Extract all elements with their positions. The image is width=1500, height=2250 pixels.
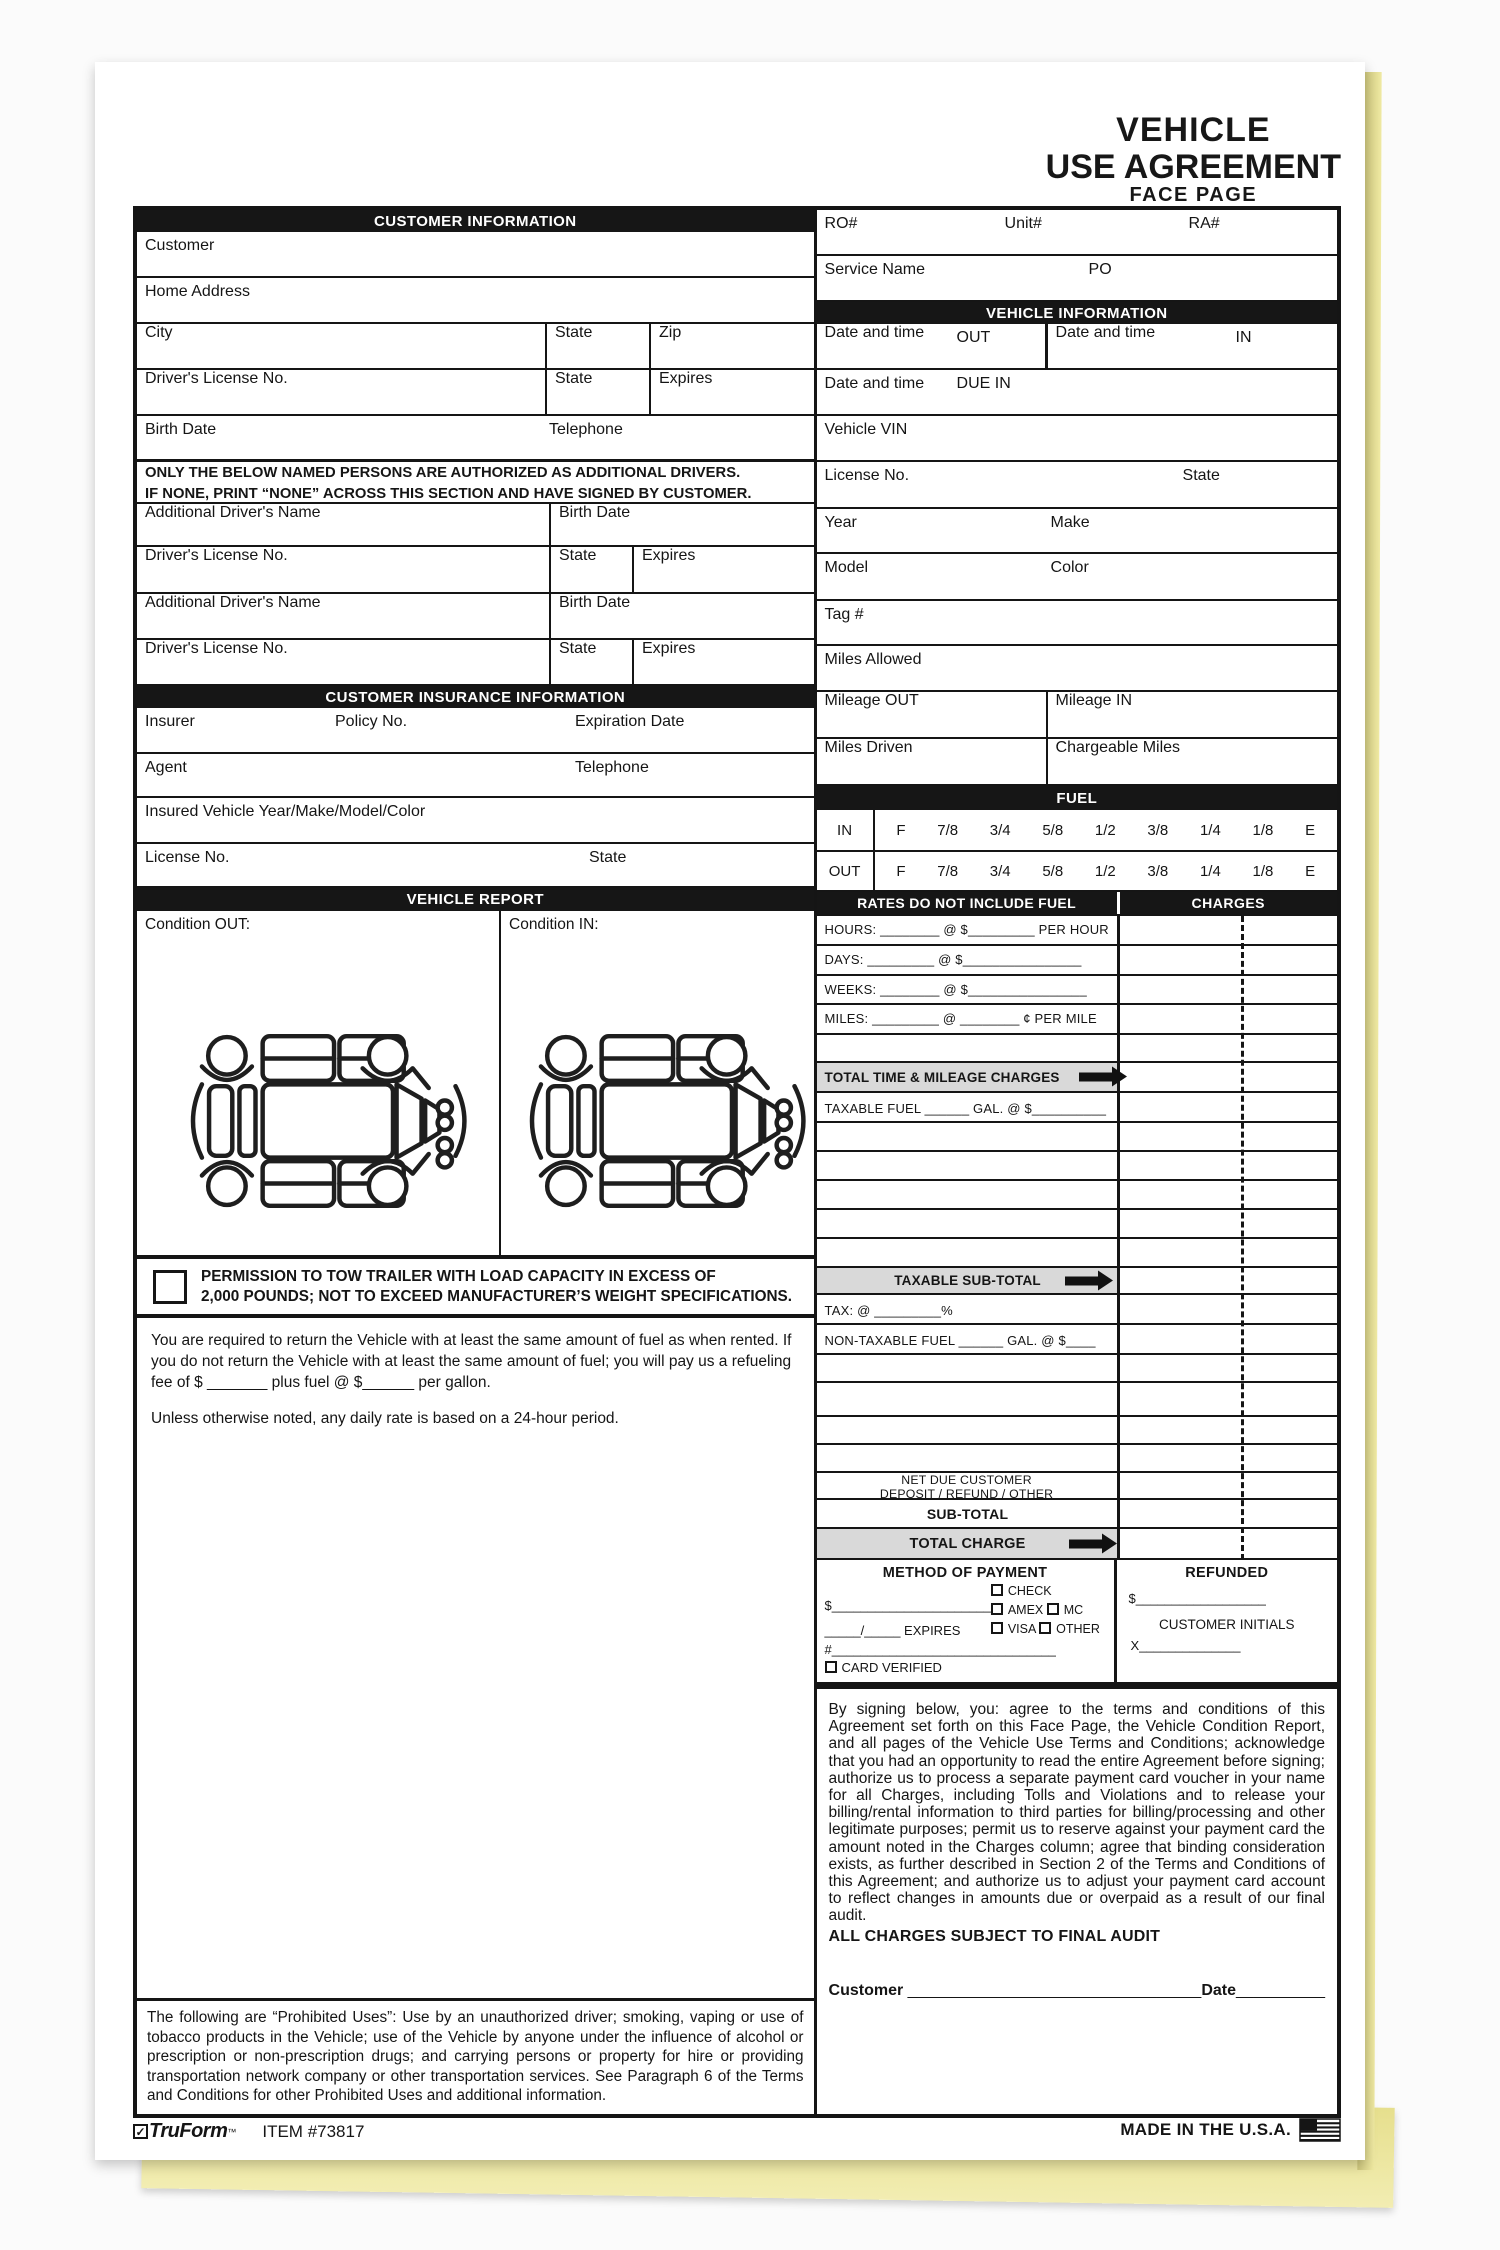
net-due-line2: DEPOSIT / REFUND / OTHER — [879, 1486, 1054, 1501]
form-title — [1046, 112, 1341, 207]
fuel-level: 1/2 — [1094, 862, 1116, 880]
make-label: Make — [1050, 514, 1090, 531]
fuel-in-scale — [875, 810, 1337, 850]
nontaxable-fuel-label[interactable]: NON-TAXABLE FUEL ______ GAL. @ $____ — [824, 1333, 1096, 1348]
additional-driver2-name-field[interactable] — [137, 594, 549, 638]
condition-out-label: Condition OUT: — [145, 916, 251, 933]
blank-charge-cell[interactable] — [1117, 1123, 1337, 1150]
blank-charge-cell[interactable] — [1117, 1355, 1337, 1381]
service-name-po-row[interactable] — [817, 256, 1337, 302]
date-sign-label: Date — [1201, 1981, 1237, 1999]
ro-label: RO# — [824, 215, 858, 232]
hours-charge-cell[interactable] — [1117, 916, 1337, 944]
fuel-level: 5/8 — [1042, 862, 1064, 880]
total-charge-text: TOTAL CHARGE — [909, 1535, 1026, 1552]
refunded-cell — [1117, 1560, 1337, 1682]
tow-line2: 2,000 POUNDS; NOT TO EXCEED MANUFACTURER’S WEIGHT SPECIFICATIONS. — [201, 1288, 792, 1305]
final-audit-text: ALL CHARGES SUBJECT TO FINAL AUDIT — [828, 1927, 1161, 1945]
blank-rate-cell[interactable] — [817, 1417, 1117, 1443]
payment-expires-line[interactable]: _____/_____ EXPIRES — [824, 1623, 961, 1638]
fuel-level: E — [1305, 821, 1316, 839]
drivers-license-field[interactable] — [137, 370, 545, 414]
vehicle-info-header: VEHICLE INFORMATION — [817, 302, 1337, 324]
amex-mc-options — [991, 1603, 1114, 1617]
additional-driver1-dl-label: Driver's License No. — [145, 547, 288, 564]
hours-rate-row — [817, 916, 1337, 946]
title-line1: VEHICLE — [1116, 111, 1271, 149]
fuel-out-row[interactable] — [817, 852, 1337, 892]
miles-rate-label[interactable]: MILES: _________ @ ________ ¢ PER MILE — [824, 1011, 1097, 1026]
additional-driver2-dl-field[interactable] — [137, 640, 549, 684]
additional-driver1-birth-label: Birth Date — [559, 504, 631, 521]
weeks-rate-label[interactable]: WEEKS: ________ @ $________________ — [824, 982, 1087, 997]
form-sheet — [95, 62, 1365, 2160]
check-option — [991, 1584, 1114, 1598]
date-time-due-row[interactable] — [817, 370, 1337, 416]
made-in-usa-label: MADE IN THE U.S.A. — [1120, 2120, 1291, 2139]
out-label: OUT — [956, 329, 991, 346]
additional-driver2-expires-field[interactable] — [632, 640, 814, 684]
tow-permission-text — [201, 1259, 792, 1314]
blank-rate-row — [817, 1445, 1337, 1473]
condition-out-cell[interactable] — [137, 911, 501, 1255]
blank-charge-cell[interactable] — [1117, 1445, 1337, 1471]
additional-driver2-expires-label: Expires — [642, 640, 696, 657]
fuel-level: 3/4 — [989, 821, 1011, 839]
method-of-payment-cell — [817, 1560, 1117, 1682]
condition-in-label: Condition IN: — [509, 916, 599, 933]
fuel-level: F — [896, 821, 906, 839]
year-label: Year — [824, 514, 857, 531]
additional-driver2-state-field[interactable] — [549, 640, 632, 684]
blank-charge-cell[interactable] — [1117, 1152, 1337, 1179]
blank-rate-row — [817, 1355, 1337, 1383]
agent-telephone-label: Telephone — [575, 759, 649, 776]
chargeable-miles-label: Chargeable Miles — [1055, 739, 1181, 756]
dl-state-label: State — [555, 370, 593, 387]
blank-rate-row — [817, 1210, 1337, 1239]
tax-row — [817, 1295, 1337, 1325]
fuel-out-scale — [875, 852, 1337, 890]
fuel-level: 3/4 — [989, 862, 1011, 880]
blank-rate-cell[interactable] — [817, 1239, 1117, 1266]
policy-no-label: Policy No. — [335, 713, 408, 730]
additional-driver1-row — [137, 504, 814, 547]
tax-charge-cell[interactable] — [1117, 1295, 1337, 1323]
year-make-row[interactable] — [817, 509, 1337, 554]
hours-rate-label[interactable]: HOURS: ________ @ $_________ PER HOUR — [824, 922, 1109, 937]
visa-checkbox[interactable] — [991, 1622, 1003, 1634]
vehicle-license-row[interactable] — [817, 462, 1337, 509]
other-checkbox[interactable] — [1039, 1622, 1051, 1634]
miles-charge-cell[interactable] — [1117, 1005, 1337, 1033]
tow-permission-checkbox[interactable] — [153, 1270, 187, 1304]
car-diagram-out — [168, 1025, 468, 1217]
additional-driver1-dl-field[interactable] — [137, 547, 549, 592]
blank-rate-row — [817, 1417, 1337, 1445]
mileage-in-field[interactable] — [1048, 692, 1337, 737]
additional-driver1-state-field[interactable] — [549, 547, 632, 592]
card-verified-line — [817, 1660, 1114, 1675]
arrow-right-icon — [1065, 1276, 1099, 1285]
telephone-label: Telephone — [549, 421, 623, 438]
drivers-license-row — [137, 370, 814, 416]
blank-rate-cell[interactable] — [817, 1152, 1117, 1179]
fuel-level: 3/8 — [1147, 821, 1169, 839]
insurer-label: Insurer — [145, 713, 195, 730]
mc-checkbox[interactable] — [1047, 1603, 1059, 1615]
additional-driver2-dl-label: Driver's License No. — [145, 640, 288, 657]
blank-rate-row — [817, 1123, 1337, 1152]
days-rate-row — [817, 946, 1337, 976]
zip-field[interactable] — [649, 324, 814, 368]
insurance-header: CUSTOMER INSURANCE INFORMATION — [137, 686, 814, 708]
fuel-level: 1/8 — [1252, 821, 1274, 839]
expiration-date-label: Expiration Date — [575, 713, 685, 730]
rates-charges-header — [817, 892, 1337, 916]
mileage-in-label: Mileage IN — [1055, 692, 1133, 709]
miles-driven-label: Miles Driven — [824, 739, 913, 756]
total-charge-cell[interactable] — [1117, 1529, 1337, 1558]
insured-vehicle-label: Insured Vehicle Year/Make/Model/Color — [145, 803, 426, 820]
customer-initials-line[interactable]: X______________ — [1130, 1638, 1241, 1653]
nontaxable-fuel-charge-cell[interactable] — [1117, 1325, 1337, 1353]
miles-driven-row — [817, 739, 1337, 786]
net-due-charge-cell[interactable] — [1117, 1473, 1337, 1498]
due-in-label: DUE IN — [956, 375, 1011, 392]
days-charge-cell[interactable] — [1117, 946, 1337, 974]
weeks-rate-row — [817, 976, 1337, 1005]
net-due-row — [817, 1473, 1337, 1500]
drivers-license-label: Driver's License No. — [145, 370, 288, 387]
chargeable-miles-field[interactable] — [1048, 739, 1337, 784]
dl-expires-field[interactable] — [649, 370, 814, 414]
rates-header-label: RATES DO NOT INCLUDE FUEL — [817, 892, 1117, 914]
ro-unit-ra-row[interactable] — [817, 210, 1337, 256]
date-time-in-field[interactable] — [1048, 324, 1337, 368]
vehicle-state-label: State — [1182, 467, 1220, 484]
additional-driver2-row — [137, 594, 814, 640]
fuel-level: 5/8 — [1042, 821, 1064, 839]
blank-charge-cell[interactable] — [1117, 1239, 1337, 1266]
additional-driver1-expires-label: Expires — [642, 547, 696, 564]
additional-driver2-name-label: Additional Driver's Name — [145, 594, 321, 611]
days-rate-label[interactable]: DAYS: _________ @ $________________ — [824, 952, 1082, 967]
tax-label[interactable]: TAX: @ _________% — [824, 1303, 953, 1318]
total-time-mileage-text: TOTAL TIME & MILEAGE CHARGES — [824, 1070, 1060, 1085]
charges-header-label: CHARGES — [1117, 892, 1337, 914]
insurer-row[interactable] — [137, 708, 814, 754]
mileage-row — [817, 692, 1337, 739]
customer-info-header: CUSTOMER INFORMATION — [137, 210, 814, 232]
refunded-title: REFUNDED — [1185, 1565, 1269, 1581]
additional-driver1-state-label: State — [559, 547, 597, 564]
total-time-mileage-label — [817, 1063, 1117, 1091]
total-time-mileage-row — [817, 1063, 1337, 1093]
subtotal-row — [817, 1500, 1337, 1529]
customer-signature-line[interactable] — [829, 1982, 1325, 2000]
right-column — [817, 210, 1337, 2114]
po-label: PO — [1088, 261, 1112, 278]
date-time-out-in-row — [817, 324, 1337, 370]
insured-vehicle-row[interactable] — [137, 798, 814, 844]
insurance-license-row[interactable] — [137, 844, 814, 888]
car-diagram-in — [507, 1025, 807, 1217]
additional-drivers-notice — [137, 462, 814, 504]
vin-label: Vehicle VIN — [824, 421, 908, 438]
additional-driver1-birth-field[interactable] — [549, 504, 814, 545]
fuel-level: 7/8 — [937, 821, 959, 839]
truform-check-icon: ✓ — [133, 2124, 148, 2139]
refunded-amount-line[interactable]: $__________________ — [1128, 1591, 1266, 1606]
nontaxable-fuel-row — [817, 1325, 1337, 1355]
truform-brand — [133, 2120, 364, 2143]
fuel-policy-paragraph: You are required to return the Vehicle with at least the same amount of fuel as when rented. If you do not return the Vehicle with at least the same amount of fuel; you will pay us a refueling fee of $ _______ plus fuel @ $______ per gallon. — [151, 1332, 792, 1391]
fuel-in-row[interactable] — [817, 810, 1337, 852]
fuel-in-label: IN — [817, 810, 875, 850]
card-number-line[interactable]: #_______________________________ — [824, 1642, 1056, 1657]
customer-field[interactable] — [137, 232, 814, 278]
blank-charge-cell[interactable] — [1117, 1210, 1337, 1237]
blank-rate-row — [817, 1035, 1337, 1063]
additional-driver1-name-label: Additional Driver's Name — [145, 504, 321, 521]
miles-allowed-row[interactable] — [817, 646, 1337, 692]
date-time-out-label: Date and time — [824, 324, 925, 341]
additional-driver2-birth-label: Birth Date — [559, 594, 631, 611]
fuel-level: 1/4 — [1199, 862, 1221, 880]
customer-initials-label: CUSTOMER INITIALS — [1159, 1617, 1295, 1632]
blank-rate-cell[interactable] — [817, 1355, 1117, 1381]
blank-rate-row — [817, 1152, 1337, 1181]
blank-charge-cell[interactable] — [1117, 1417, 1337, 1443]
blank-rate-cell[interactable] — [817, 1181, 1117, 1208]
city-field[interactable] — [137, 324, 545, 368]
other-label: OTHER — [1056, 1622, 1100, 1636]
amex-checkbox[interactable] — [991, 1603, 1003, 1615]
blank-rate-cell[interactable] — [817, 1035, 1117, 1061]
payment-row — [817, 1560, 1337, 1685]
additional-driver2-state-label: State — [559, 640, 597, 657]
home-address-label: Home Address — [145, 283, 250, 300]
charges-cents-dashed-rule — [1241, 916, 1244, 1560]
additional-driver1-license-row — [137, 547, 814, 594]
fuel-header: FUEL — [817, 786, 1337, 810]
fuel-level: 7/8 — [937, 862, 959, 880]
usa-flag-icon — [1299, 2118, 1341, 2142]
blank-rate-row — [817, 1239, 1337, 1268]
blank-charge-cell[interactable] — [1117, 1383, 1337, 1415]
taxable-fuel-charge-cell[interactable] — [1117, 1093, 1337, 1121]
insurance-state-label: State — [589, 849, 627, 866]
weeks-charge-cell[interactable] — [1117, 976, 1337, 1003]
service-name-label: Service Name — [824, 261, 926, 278]
payment-amount-line[interactable]: $______________________ — [824, 1598, 991, 1613]
signature-terms-text: By signing below, you: agree to the terms and conditions of this Agreement set forth on this Face Page, the Vehicle Condition Report, and all pages of the Vehicle Use Terms and Conditions; acknowledge that you had an opportunity to read the entire Agreement before signing; authorize us to process a separate payment card voucher in your name for all Charges, including Tolls and Violations and to release your billing/rental information to third parties for billing/processing and other legitimate purposes; permit us to reserve against your payment card the amount noted in the Charges column; agree that binding consideration exists, as further described in Section 2 of the Terms and Conditions of this Agreement; and authorize us to adjust your payment card account to reflect changes in amounts due or overpaid as a result of our final audit. — [828, 1701, 1325, 1925]
title-line2: USE AGREEMENT — [1045, 147, 1341, 186]
taxable-subtotal-charge-cell[interactable] — [1117, 1268, 1337, 1293]
truform-logo-text: TruForm — [149, 2120, 228, 2142]
mileage-out-label: Mileage OUT — [824, 692, 919, 709]
ra-label: RA# — [1188, 215, 1220, 232]
city-state-zip-row — [137, 324, 814, 370]
date-time-out-field[interactable] — [817, 324, 1048, 368]
customer-label: Customer — [145, 237, 215, 254]
prohibited-uses-text: The following are “Prohibited Uses”: Use by an unauthorized driver; smoking, vaping or use of tobacco products in the Vehicle; use of the Vehicle by anyone under the influence of alcohol or prescription or non-prescription drugs; and carrying persons or property for hire or providing transportation network company or other transportation services. See Paragraph 6 of the Terms and Conditions for other Prohibited Uses and additional information. — [147, 2009, 804, 2104]
notice-line1: ONLY THE BELOW NAMED PERSONS ARE AUTHORIZED AS ADDITIONAL DRIVERS. — [145, 465, 741, 481]
birthdate-telephone-row[interactable] — [137, 416, 814, 462]
total-time-mileage-charge-cell[interactable] — [1117, 1063, 1337, 1091]
tag-row[interactable] — [817, 601, 1337, 646]
customer-sign-label: Customer — [828, 1981, 904, 1999]
agent-label: Agent — [145, 759, 187, 776]
in-label: IN — [1235, 329, 1252, 346]
fuel-level: 1/2 — [1094, 821, 1116, 839]
date-time-due-label: Date and time — [824, 375, 925, 392]
title-line3: FACE PAGE — [1129, 184, 1258, 207]
total-charge-row — [817, 1529, 1337, 1560]
condition-row — [137, 911, 814, 1259]
notice-line2: IF NONE, PRINT “NONE” ACROSS THIS SECTION AND HAVE SIGNED BY CUSTOMER. — [145, 485, 752, 502]
taxable-fuel-label[interactable]: TAXABLE FUEL ______ GAL. @ $__________ — [824, 1101, 1107, 1116]
date-sign-blank: __________ — [1236, 1981, 1325, 1999]
state-label: State — [555, 324, 593, 341]
customer-sign-blank: _________________________________ — [907, 1981, 1202, 1999]
card-verified-label: CARD VERIFIED — [841, 1660, 942, 1675]
vehicle-report-header: VEHICLE REPORT — [137, 888, 814, 911]
fuel-policy-cell — [137, 1318, 814, 2001]
miles-driven-field[interactable] — [817, 739, 1048, 784]
form-table — [133, 206, 1341, 2118]
additional-driver2-birth-field[interactable] — [549, 594, 814, 638]
left-column — [137, 210, 817, 2114]
date-time-in-label: Date and time — [1055, 324, 1156, 341]
blank-rate-cell[interactable] — [817, 1123, 1117, 1150]
dl-state-field[interactable] — [545, 370, 649, 414]
total-charge-label — [817, 1529, 1117, 1558]
mc-label: MC — [1063, 1603, 1084, 1617]
blank-rate-row — [817, 1383, 1337, 1417]
blank-charge-cell[interactable] — [1117, 1181, 1337, 1208]
taxable-subtotal-row — [817, 1268, 1337, 1295]
card-verified-checkbox[interactable] — [825, 1661, 837, 1673]
state-field[interactable] — [545, 324, 649, 368]
item-number: ITEM #73817 — [262, 2121, 365, 2141]
insurance-license-label: License No. — [145, 849, 230, 866]
net-due-line1: NET DUE CUSTOMER — [901, 1473, 1032, 1487]
fuel-level: E — [1305, 862, 1316, 880]
mileage-out-field[interactable] — [817, 692, 1048, 737]
dl-expires-label: Expires — [659, 370, 713, 387]
fuel-level: 1/4 — [1199, 821, 1221, 839]
fuel-level: 3/8 — [1147, 862, 1169, 880]
signature-terms-box — [817, 1685, 1337, 2114]
fuel-out-label: OUT — [817, 852, 875, 890]
city-label: City — [145, 324, 173, 341]
blank-rate-cell[interactable] — [817, 1210, 1117, 1237]
blank-rate-row — [817, 1181, 1337, 1210]
visa-label: VISA — [1007, 1622, 1036, 1636]
agent-row[interactable] — [137, 754, 814, 798]
home-address-field[interactable] — [137, 278, 814, 324]
taxable-fuel-row — [817, 1093, 1337, 1123]
check-label: CHECK — [1007, 1584, 1052, 1598]
arrow-right-icon — [1079, 1073, 1113, 1082]
miles-rate-row — [817, 1005, 1337, 1035]
model-label: Model — [824, 559, 869, 576]
unit-label: Unit# — [1004, 215, 1042, 232]
tag-label: Tag # — [824, 606, 864, 623]
amex-label: AMEX — [1007, 1603, 1044, 1617]
method-of-payment-title: METHOD OF PAYMENT — [882, 1565, 1048, 1581]
vin-row[interactable] — [817, 416, 1337, 462]
taxable-subtotal-label — [817, 1268, 1117, 1293]
trademark-symbol: ™ — [227, 2126, 237, 2137]
vehicle-license-label: License No. — [824, 467, 910, 484]
made-in-usa — [1120, 2118, 1341, 2142]
net-due-label — [817, 1473, 1117, 1501]
visa-other-options — [991, 1622, 1114, 1636]
color-label: Color — [1050, 559, 1089, 576]
miles-allowed-label: Miles Allowed — [824, 651, 922, 668]
blank-rate-cell[interactable] — [817, 1383, 1117, 1415]
daily-rate-paragraph: Unless otherwise noted, any daily rate is based on a 24-hour period. — [151, 1410, 619, 1427]
fuel-level: 1/8 — [1252, 862, 1274, 880]
additional-driver1-expires-field[interactable] — [632, 547, 814, 592]
tow-permission-row — [137, 1259, 814, 1318]
fuel-level: F — [896, 862, 906, 880]
prohibited-uses-box — [137, 2001, 814, 2113]
subtotal-label: SUB-TOTAL — [926, 1505, 1009, 1522]
taxable-subtotal-text: TAXABLE SUB-TOTAL — [894, 1273, 1041, 1288]
check-checkbox[interactable] — [991, 1584, 1003, 1596]
model-color-row[interactable] — [817, 554, 1337, 601]
additional-driver2-license-row — [137, 640, 814, 686]
arrow-right-icon — [1069, 1539, 1103, 1548]
tow-line1: PERMISSION TO TOW TRAILER WITH LOAD CAPACITY IN EXCESS OF — [201, 1268, 716, 1285]
condition-in-cell[interactable] — [501, 911, 814, 1255]
blank-rate-cell[interactable] — [817, 1445, 1117, 1471]
blank-charge-cell[interactable] — [1117, 1035, 1337, 1061]
birth-date-label: Birth Date — [145, 421, 217, 438]
zip-label: Zip — [659, 324, 682, 341]
subtotal-charge-cell[interactable] — [1117, 1500, 1337, 1527]
additional-driver1-name-field[interactable] — [137, 504, 549, 545]
